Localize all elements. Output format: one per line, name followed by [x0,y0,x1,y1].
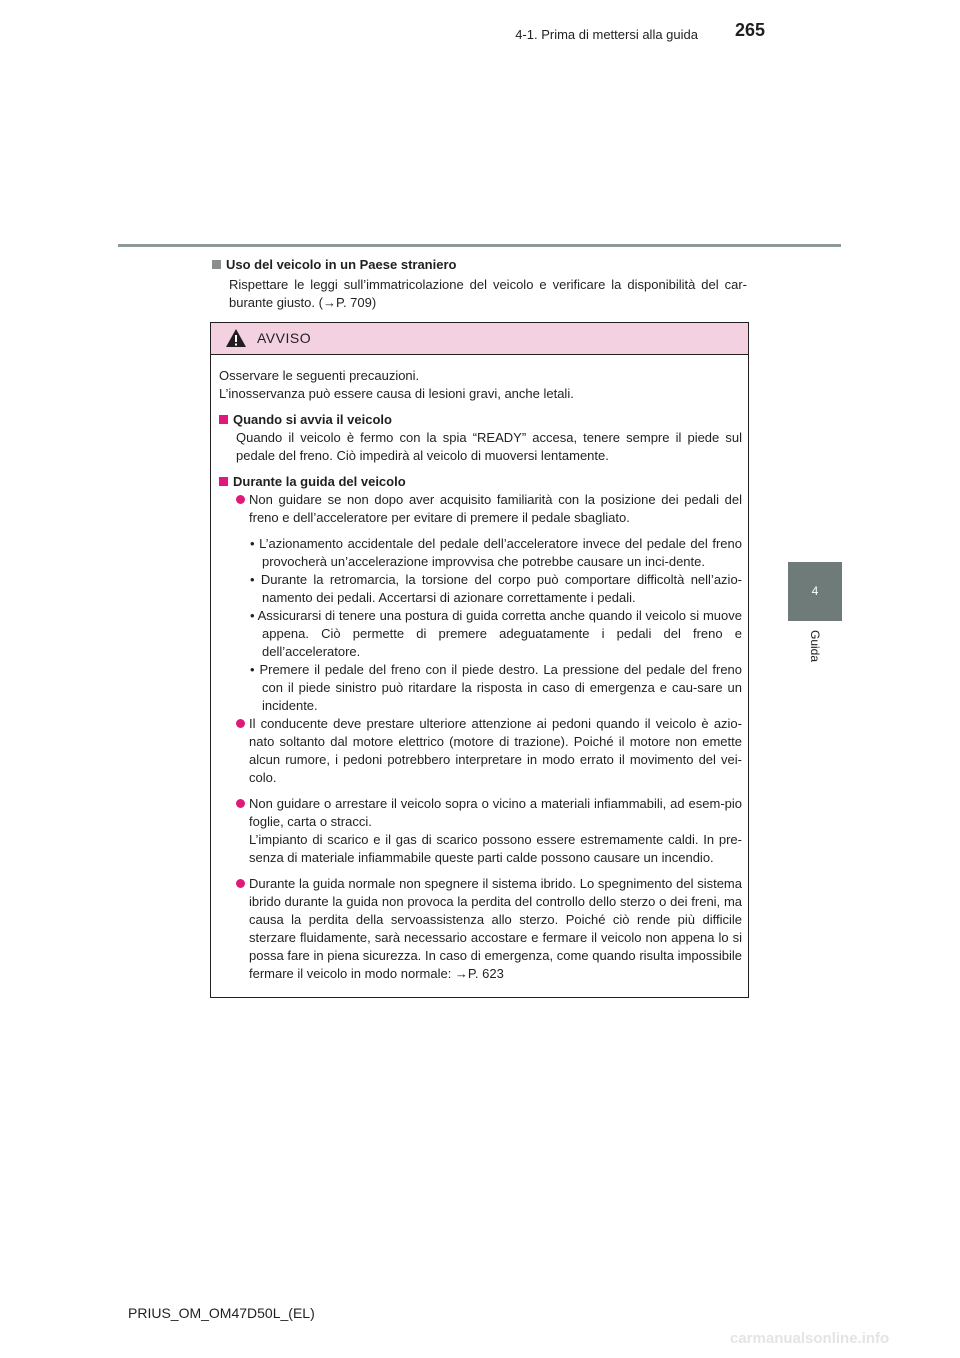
sub-bullet: • Assicurarsi di tenere una postura di guida corretta anche quando il veicolo si muove appena. Ciò permette di premere adeguatamente i pedali del freno e dell’acceleratore. [250,608,743,659]
warning-lead-1: Osservare le seguenti precauzioni. [219,368,420,383]
list-item: Non guidare se non dopo aver acquisito familiarità con la posizione dei pedali del freno e dell’acceleratore per evitare di premere il pedale sbagliato. [219,491,742,527]
warning-title: AVVISO [257,330,312,346]
circle-bullet-icon [236,495,245,504]
intro-section [212,256,747,312]
sub-bullet: • Durante la retromarcia, la torsione del corpo può comportare difficoltà nell’azio-namento dei pedali. Accertarsi di azionare correttamente i pedali. [250,572,742,605]
circle-bullet-icon [236,719,245,728]
warning-lead-2: L’inosservanza può essere causa di lesioni gravi, anche letali. [219,386,574,401]
warning-triangle-icon [225,328,247,348]
list-item: Durante la guida normale non spegnere il sistema ibrido. Lo spegnimento del sistema ibrido durante la guida non provoca la perdita del controllo dello sterzo o dei freni, ma causa la perdita della servoassistenza allo sterzo. Poiché ciò rende più difficile sterzare fluidamente, sarà necessario accostare e fermare il veicolo non appena lo si possa fare in piena sicurezza. In caso di emergenza, come quando risulta impossibile fermare il veicolo in modo normale: →P. 623 [219,875,742,983]
intro-heading-row [212,256,747,274]
warning-box [210,322,749,998]
intro-text: Rispettare le leggi sull’immatricolazione del veicolo e verificare la disponibilità del car-burante giusto. (→P. 709) [229,277,747,310]
header-rule [118,244,841,247]
circle-bullet-icon [236,799,245,808]
section-2-heading-row [219,473,742,491]
chapter-label-text: Guida [808,629,822,663]
side-rail [788,247,842,562]
warning-body [211,355,748,983]
sub-bullet: • Premere il pedale del freno con il piede destro. La pressione del pedale del freno con il piede sinistro può ritardare la risposta in caso di emergenza e cau-sare un incidente. [250,662,743,713]
list-item: Non guidare o arrestare il veicolo sopra o vicino a materiali infiammabili, ad esem-pio foglie, carta o stracci. [219,795,742,831]
intro-heading: Uso del veicolo in un Paese straniero [226,257,457,272]
section-1-heading-row [219,411,742,429]
list-item-continuation: L’impianto di scarico e il gas di scarico possono essere estremamente caldi. In pre-senza di materiale infiammabile queste parti calde possono causare un incendio. [249,832,742,865]
warning-header [211,323,748,355]
sub-bullet: • L’azionamento accidentale del pedale dell’acceleratore invece del pedale del freno provocherà un’accelerazione improvvisa che potrebbe causare un inci-dente. [250,536,742,569]
section-2-heading: Durante la guida del veicolo [233,474,406,489]
header-section-title: 4-1. Prima di mettersi alla guida [515,27,698,42]
document-code: PRIUS_OM_OM47D50L_(EL) [128,1305,315,1321]
section-1-heading: Quando si avvia il veicolo [233,412,392,427]
watermark: carmanualsonline.info [730,1330,890,1347]
square-bullet-icon [212,260,221,269]
chapter-tab[interactable]: 4 [788,562,842,621]
square-bullet-icon [219,415,228,424]
list-item: Il conducente deve prestare ulteriore attenzione ai pedoni quando il veicolo è azio-nato soltanto dal motore elettrico (motore di trazione). Poiché il motore non emette alcun rumore, i pedoni potrebbero interpretare in modo errato il movimento del vei-colo. [219,715,742,787]
section-1-text: Quando il veicolo è fermo con la spia “READY” accesa, tenere sempre il piede sul pedale del freno. Ciò impedirà al veicolo di muoversi lentamente. [236,430,742,463]
page-number: 265 [735,20,766,40]
circle-bullet-icon [236,879,245,888]
chapter-label [788,621,842,676]
square-bullet-icon [219,477,228,486]
